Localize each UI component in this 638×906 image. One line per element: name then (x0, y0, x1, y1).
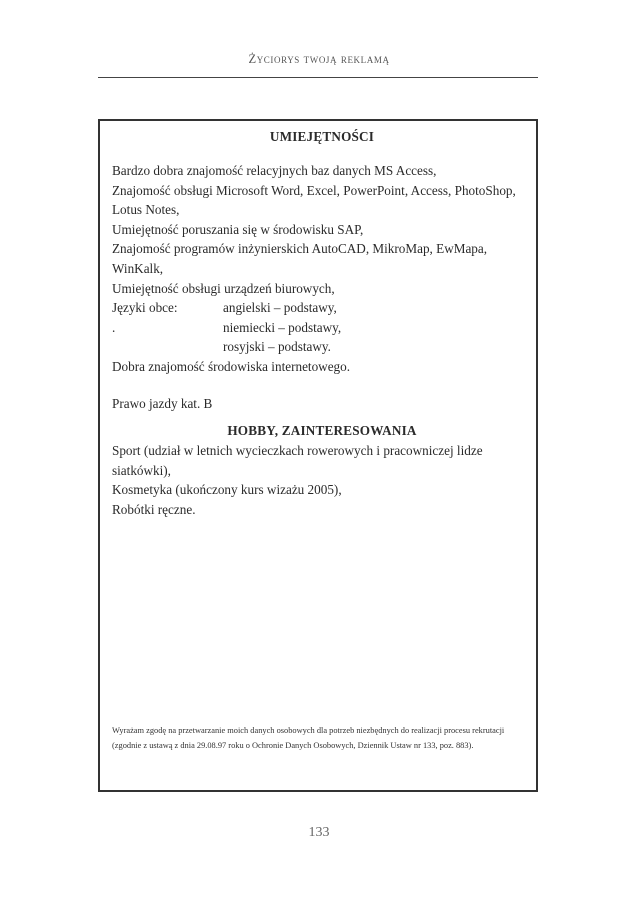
hobby-heading: HOBBY, ZAINTERESOWANIA (227, 423, 417, 439)
consent-line: (zgodnie z ustawą z dnia 29.08.97 roku o Ochronie Danych Osobowych, Dziennik Ustaw nr 133, poz. 883). (112, 740, 474, 750)
data-processing-consent (112, 724, 537, 753)
language-label (112, 337, 223, 357)
skill-line: WinKalk, (112, 260, 164, 276)
header-rule (98, 77, 538, 78)
language-value: angielski – podstawy, (223, 300, 337, 316)
internet-skill-line: Dobra znajomość środowiska internetowego. (112, 358, 351, 374)
skill-line: Bardzo dobra znajomość relacyjnych baz danych MS Access, (112, 163, 437, 178)
hobby-line: Kosmetyka (ukończony kurs wizażu 2005), (112, 482, 342, 498)
hobby-line: Sport (udział w letnich wycieczkach rowerowych i pracowniczej lidze (112, 443, 483, 459)
skill-line: Lotus Notes, (112, 202, 180, 218)
skill-line: Umiejętność obsługi urządzeń biurowych, (112, 280, 335, 296)
language-label: . (112, 319, 116, 335)
language-row (112, 337, 532, 357)
skill-line: Znajomość programów inżynierskich AutoCAD, MikroMap, EwMapa, (112, 241, 488, 257)
skill-line: Znajomość obsługi Microsoft Word, Excel, PowerPoint, Access, PhotoShop, (112, 182, 516, 198)
skill-line: Umiejętność poruszania się w środowisku SAP, (112, 221, 364, 237)
cv-content (112, 124, 532, 520)
language-row (112, 318, 532, 338)
language-value: rosyjski – podstawy. (223, 339, 331, 355)
driving-license-line: Prawo jazdy kat. B (112, 395, 213, 411)
running-header: Życiorys twoją reklamą (248, 52, 390, 66)
hobby-line: Robótki ręczne. (112, 501, 196, 517)
consent-line: Wyrażam zgodę na przetwarzanie moich danych osobowych dla potrzeb niezbędnych do realizacji procesu rekrutacji (112, 726, 505, 735)
hobby-line: siatkówki), (112, 462, 171, 478)
language-value: niemiecki – podstawy, (223, 319, 342, 335)
skills-heading: UMIEJĘTNOŚCI (269, 129, 375, 144)
page-number: 133 (308, 825, 330, 840)
language-row (112, 298, 532, 318)
language-label: Języki obce: (112, 300, 178, 316)
